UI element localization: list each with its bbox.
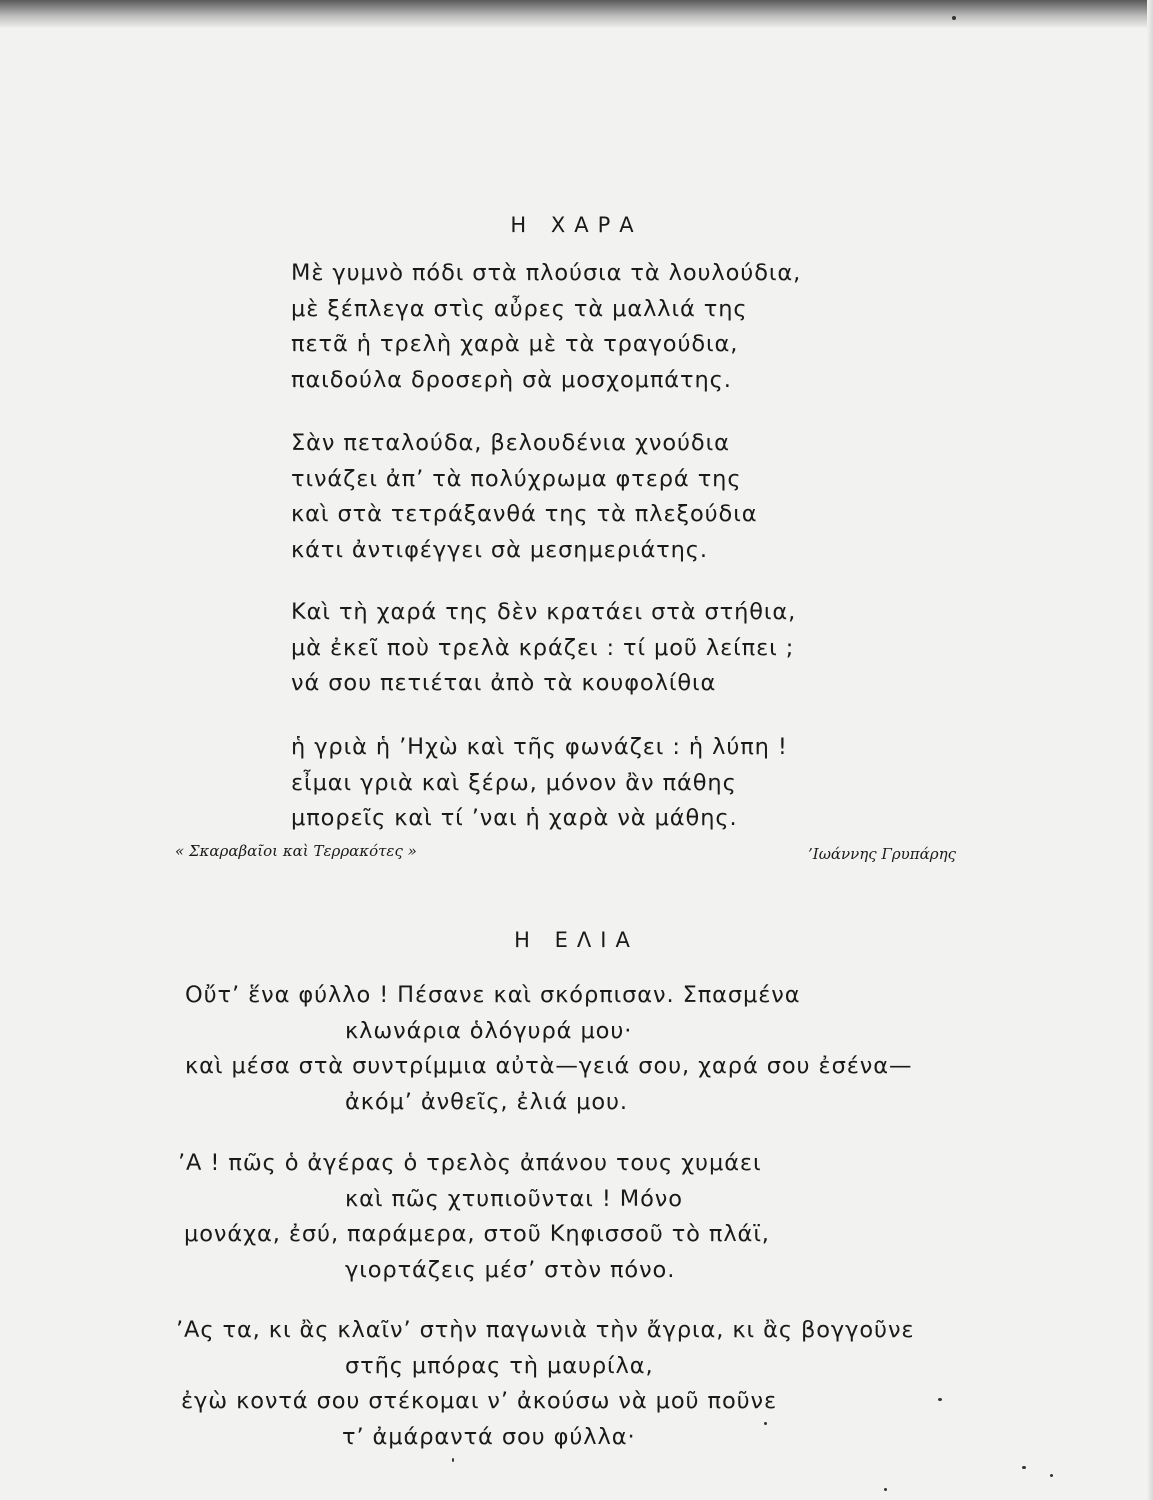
scan-speck — [952, 16, 956, 20]
poem-title-hara: Η ΧΑΡΑ — [510, 213, 643, 237]
verse-line: εἶμαι γριὰ καὶ ξέρω, μόνον ἂν πάθης — [291, 769, 737, 796]
verse-line: Σὰν πεταλούδα, βελουδένια χνούδια — [291, 430, 730, 456]
verse-line: ἀκόμ’ ἀνθεῖς, ἐλιά μου. — [345, 1088, 628, 1115]
verse-line: Καὶ τὴ χαρά της δὲν κρατάει στὰ στήθια, — [291, 599, 797, 625]
verse-line: γιορτάζεις μέσ’ στὸν πόνο. — [345, 1256, 676, 1283]
poem2-stanza-1 — [185, 978, 912, 1120]
verse-line: ’Ας τα, κι ἂς κλαῖν’ στὴν παγωνιὰ τὴν ἄγρια, κι ἂς βογγοῦνε — [176, 1317, 915, 1343]
verse-line: κλωνάρια ὁλόγυρά μου· — [345, 1017, 633, 1044]
verse-line: τινάζει ἀπ’ τὰ πολύχρωμα φτερά της — [291, 465, 742, 492]
verse-line: Μὲ γυμνὸ πόδι στὰ πλούσια τὰ λουλούδια, — [291, 260, 802, 286]
verse-line: καὶ πῶς χτυπιοῦνται ! Μόνο — [345, 1185, 683, 1212]
verse-line: πετᾶ ἡ τρελὴ χαρὰ μὲ τὰ τραγούδια, — [291, 331, 739, 357]
verse-line: καὶ στὰ τετράξανθά της τὰ πλεξούδια — [291, 501, 758, 527]
scan-speck — [884, 1488, 887, 1491]
scan-speck — [452, 1458, 454, 1462]
verse-line: μὰ ἐκεῖ ποὺ τρελὰ κράζει : τί μοῦ λείπει ; — [291, 634, 795, 661]
verse-line: παιδούλα δροσερὴ σὰ μοσχομπάτης. — [291, 366, 732, 393]
poem1-stanza-2 — [291, 426, 757, 568]
poem1-stanza-3 — [291, 595, 796, 702]
poem2-stanza-3 — [176, 1313, 914, 1455]
verse-line: ἡ γριὰ ἡ ’Ηχὼ καὶ τῆς φωνάζει : ἡ λύπη ! — [291, 734, 788, 760]
poem1-stanza-1 — [291, 256, 801, 398]
verse-line: καὶ μέσα στὰ συντρίμμια αὐτὰ—γειά σου, χαρά σου ἐσένα— — [185, 1053, 913, 1079]
poem1-author: ’Ιωάννης Γρυπάρης — [808, 845, 956, 863]
scan-top-edge — [0, 0, 1153, 28]
verse-line: ’Α ! πῶς ὁ ἀγέρας ὁ τρελὸς ἀπάνου τους χυμάει — [178, 1150, 762, 1176]
scan-speck — [938, 1398, 942, 1401]
verse-line: Οὔτ’ ἕνα φύλλο ! Πέσανε καὶ σκόρπισαν. Σπασμένα — [185, 982, 801, 1008]
verse-line: ἐγὼ κοντά σου στέκομαι ν’ ἀκούσω νὰ μοῦ ποῦνε — [181, 1388, 778, 1414]
poem2-stanza-2 — [178, 1146, 770, 1288]
poem1-stanza-4 — [291, 730, 788, 837]
verse-line: νά σου πετιέται ἀπὸ τὰ κουφολίθια — [291, 670, 717, 696]
poem1-source: « Σκαραβαῖοι καὶ Τερρακότες » — [175, 842, 417, 860]
scan-speck — [1050, 1474, 1053, 1477]
scan-speck — [764, 1422, 767, 1425]
verse-line: κάτι ἀντιφέγγει σὰ μεσημεριάτης. — [291, 536, 708, 563]
verse-line: μονάχα, ἐσύ, παράμερα, στοῦ Κηφισσοῦ τὸ πλάϊ, — [184, 1221, 770, 1247]
scan-speck — [1022, 1466, 1026, 1469]
verse-line: μπορεῖς καὶ τί ’ναι ἡ χαρὰ νὰ μάθης. — [291, 805, 738, 831]
verse-line: μὲ ξέπλεγα στὶς αὖρες τὰ μαλλιά της — [291, 295, 748, 322]
verse-line: τ’ ἀμάραντά σου φύλλα· — [342, 1423, 636, 1450]
verse-line: στῆς μπόρας τὴ μαυρίλα, — [345, 1352, 654, 1379]
poem-title-elia: Η ΕΛΙΑ — [514, 928, 639, 952]
